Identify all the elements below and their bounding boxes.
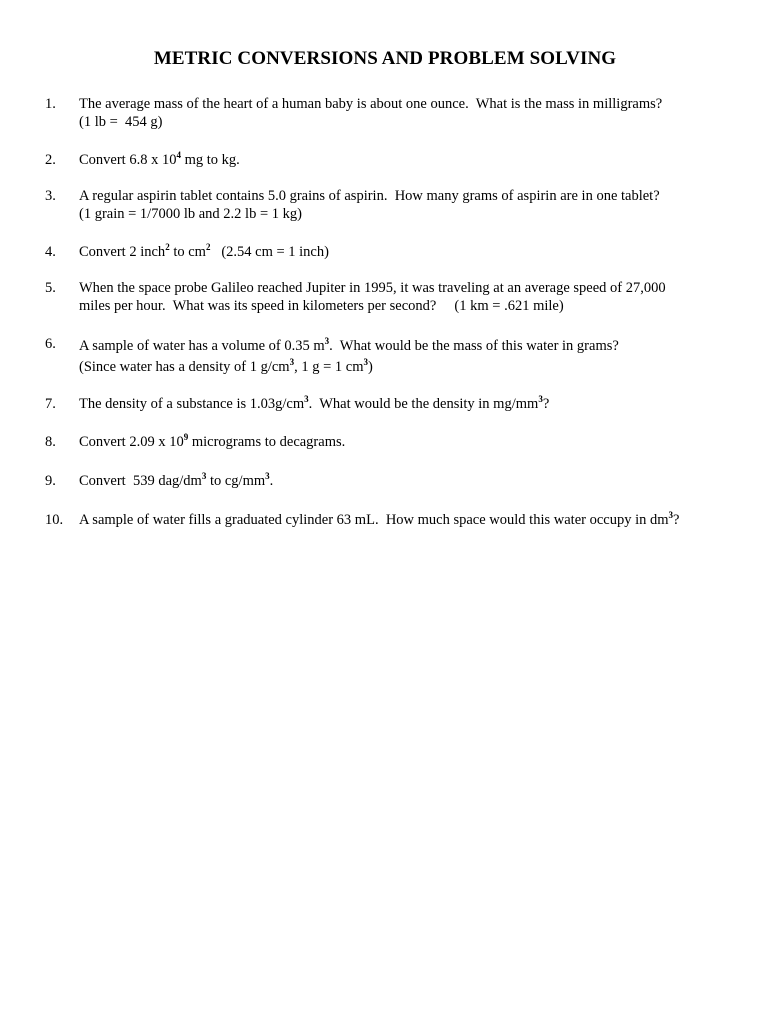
question-line xyxy=(79,187,759,205)
question-line xyxy=(79,151,759,169)
exponent: 3 xyxy=(668,510,674,520)
text-segment: to cm xyxy=(169,244,206,260)
exponent: 3 xyxy=(363,357,368,367)
question-number: 9. xyxy=(45,473,56,489)
question-line xyxy=(79,297,759,315)
exponent: 3 xyxy=(201,471,207,481)
text-segment: Convert 2 inch xyxy=(79,244,166,260)
question-line xyxy=(79,205,759,223)
question-text xyxy=(79,151,759,169)
question-line xyxy=(79,243,759,261)
text-segment: Convert 6.8 x 10 xyxy=(79,152,177,168)
question-line xyxy=(79,113,759,131)
question-line xyxy=(79,358,759,376)
question-text xyxy=(79,433,759,451)
question-line xyxy=(79,395,759,413)
text-segment: A regular aspirin tablet contains 5.0 grains of aspirin. How many grams of aspirin are in one tablet? xyxy=(79,188,660,204)
exponent: 3 xyxy=(324,336,330,346)
question-text xyxy=(79,279,759,315)
text-segment: (1 lb = 454 g) xyxy=(79,114,163,130)
exponent: 9 xyxy=(183,432,189,442)
question-number: 2. xyxy=(45,152,56,168)
text-segment: A sample of water fills a graduated cylinder 63 mL. How much space would this water occupy in dm xyxy=(79,512,669,528)
exponent: 3 xyxy=(304,394,309,404)
question-line xyxy=(79,337,759,355)
text-segment: mg to kg. xyxy=(180,152,240,168)
text-segment: (2.54 cm = 1 inch) xyxy=(210,244,329,260)
text-segment: . xyxy=(269,473,274,489)
text-segment: The average mass of the heart of a human baby is about one ounce. What is the mass in milligrams? xyxy=(79,96,663,112)
exponent: 2 xyxy=(165,242,170,252)
question-line xyxy=(79,433,759,451)
question-text xyxy=(79,243,759,261)
text-segment: Convert 539 dag/dm xyxy=(79,473,202,489)
text-segment: . What would be the mass of this water in grams? xyxy=(329,338,619,354)
question-text xyxy=(79,95,759,131)
question-number: 7. xyxy=(45,396,56,412)
text-segment: micrograms to decagrams. xyxy=(188,434,346,450)
page-title: METRIC CONVERSIONS AND PROBLEM SOLVING xyxy=(153,48,617,69)
exponent: 3 xyxy=(289,357,295,367)
question-number: 5. xyxy=(45,280,56,296)
text-segment: ? xyxy=(673,512,680,528)
question-number: 4. xyxy=(45,244,56,260)
text-segment: A sample of water has a volume of 0.35 m xyxy=(79,338,325,354)
exponent: 3 xyxy=(538,394,543,404)
question-line xyxy=(79,95,759,113)
exponent: 3 xyxy=(265,471,270,481)
question-number: 8. xyxy=(45,434,56,450)
text-segment: to cg/mm xyxy=(206,473,266,489)
text-segment: The density of a substance is 1.03g/cm xyxy=(79,396,305,412)
text-segment: ? xyxy=(542,396,550,412)
question-text xyxy=(79,395,759,413)
text-segment: When the space probe Galileo reached Jupiter in 1995, it was traveling at an average speed of 27,000 xyxy=(79,280,666,296)
question-number: 10. xyxy=(45,512,64,528)
question-number: 6. xyxy=(45,336,56,352)
question-line xyxy=(79,511,759,529)
text-segment: , 1 g = 1 cm xyxy=(294,359,364,375)
exponent: 2 xyxy=(205,242,211,252)
text-segment: ) xyxy=(368,359,373,375)
question-text xyxy=(79,472,759,490)
question-text xyxy=(79,511,759,529)
text-segment: . What would be the density in mg/mm xyxy=(308,396,539,412)
question-number: 1. xyxy=(45,96,56,112)
question-text xyxy=(79,335,759,376)
text-segment: Convert 2.09 x 10 xyxy=(79,434,184,450)
question-text xyxy=(79,187,759,223)
question-number: 3. xyxy=(45,188,56,204)
text-segment: miles per hour. What was its speed in kilometers per second? (1 km = .621 mile) xyxy=(79,298,564,314)
question-line xyxy=(79,279,759,297)
text-segment: (1 grain = 1/7000 lb and 2.2 lb = 1 kg) xyxy=(79,206,302,222)
text-segment: (Since water has a density of 1 g/cm xyxy=(79,359,290,375)
question-line xyxy=(79,472,759,490)
exponent: 4 xyxy=(176,150,181,160)
